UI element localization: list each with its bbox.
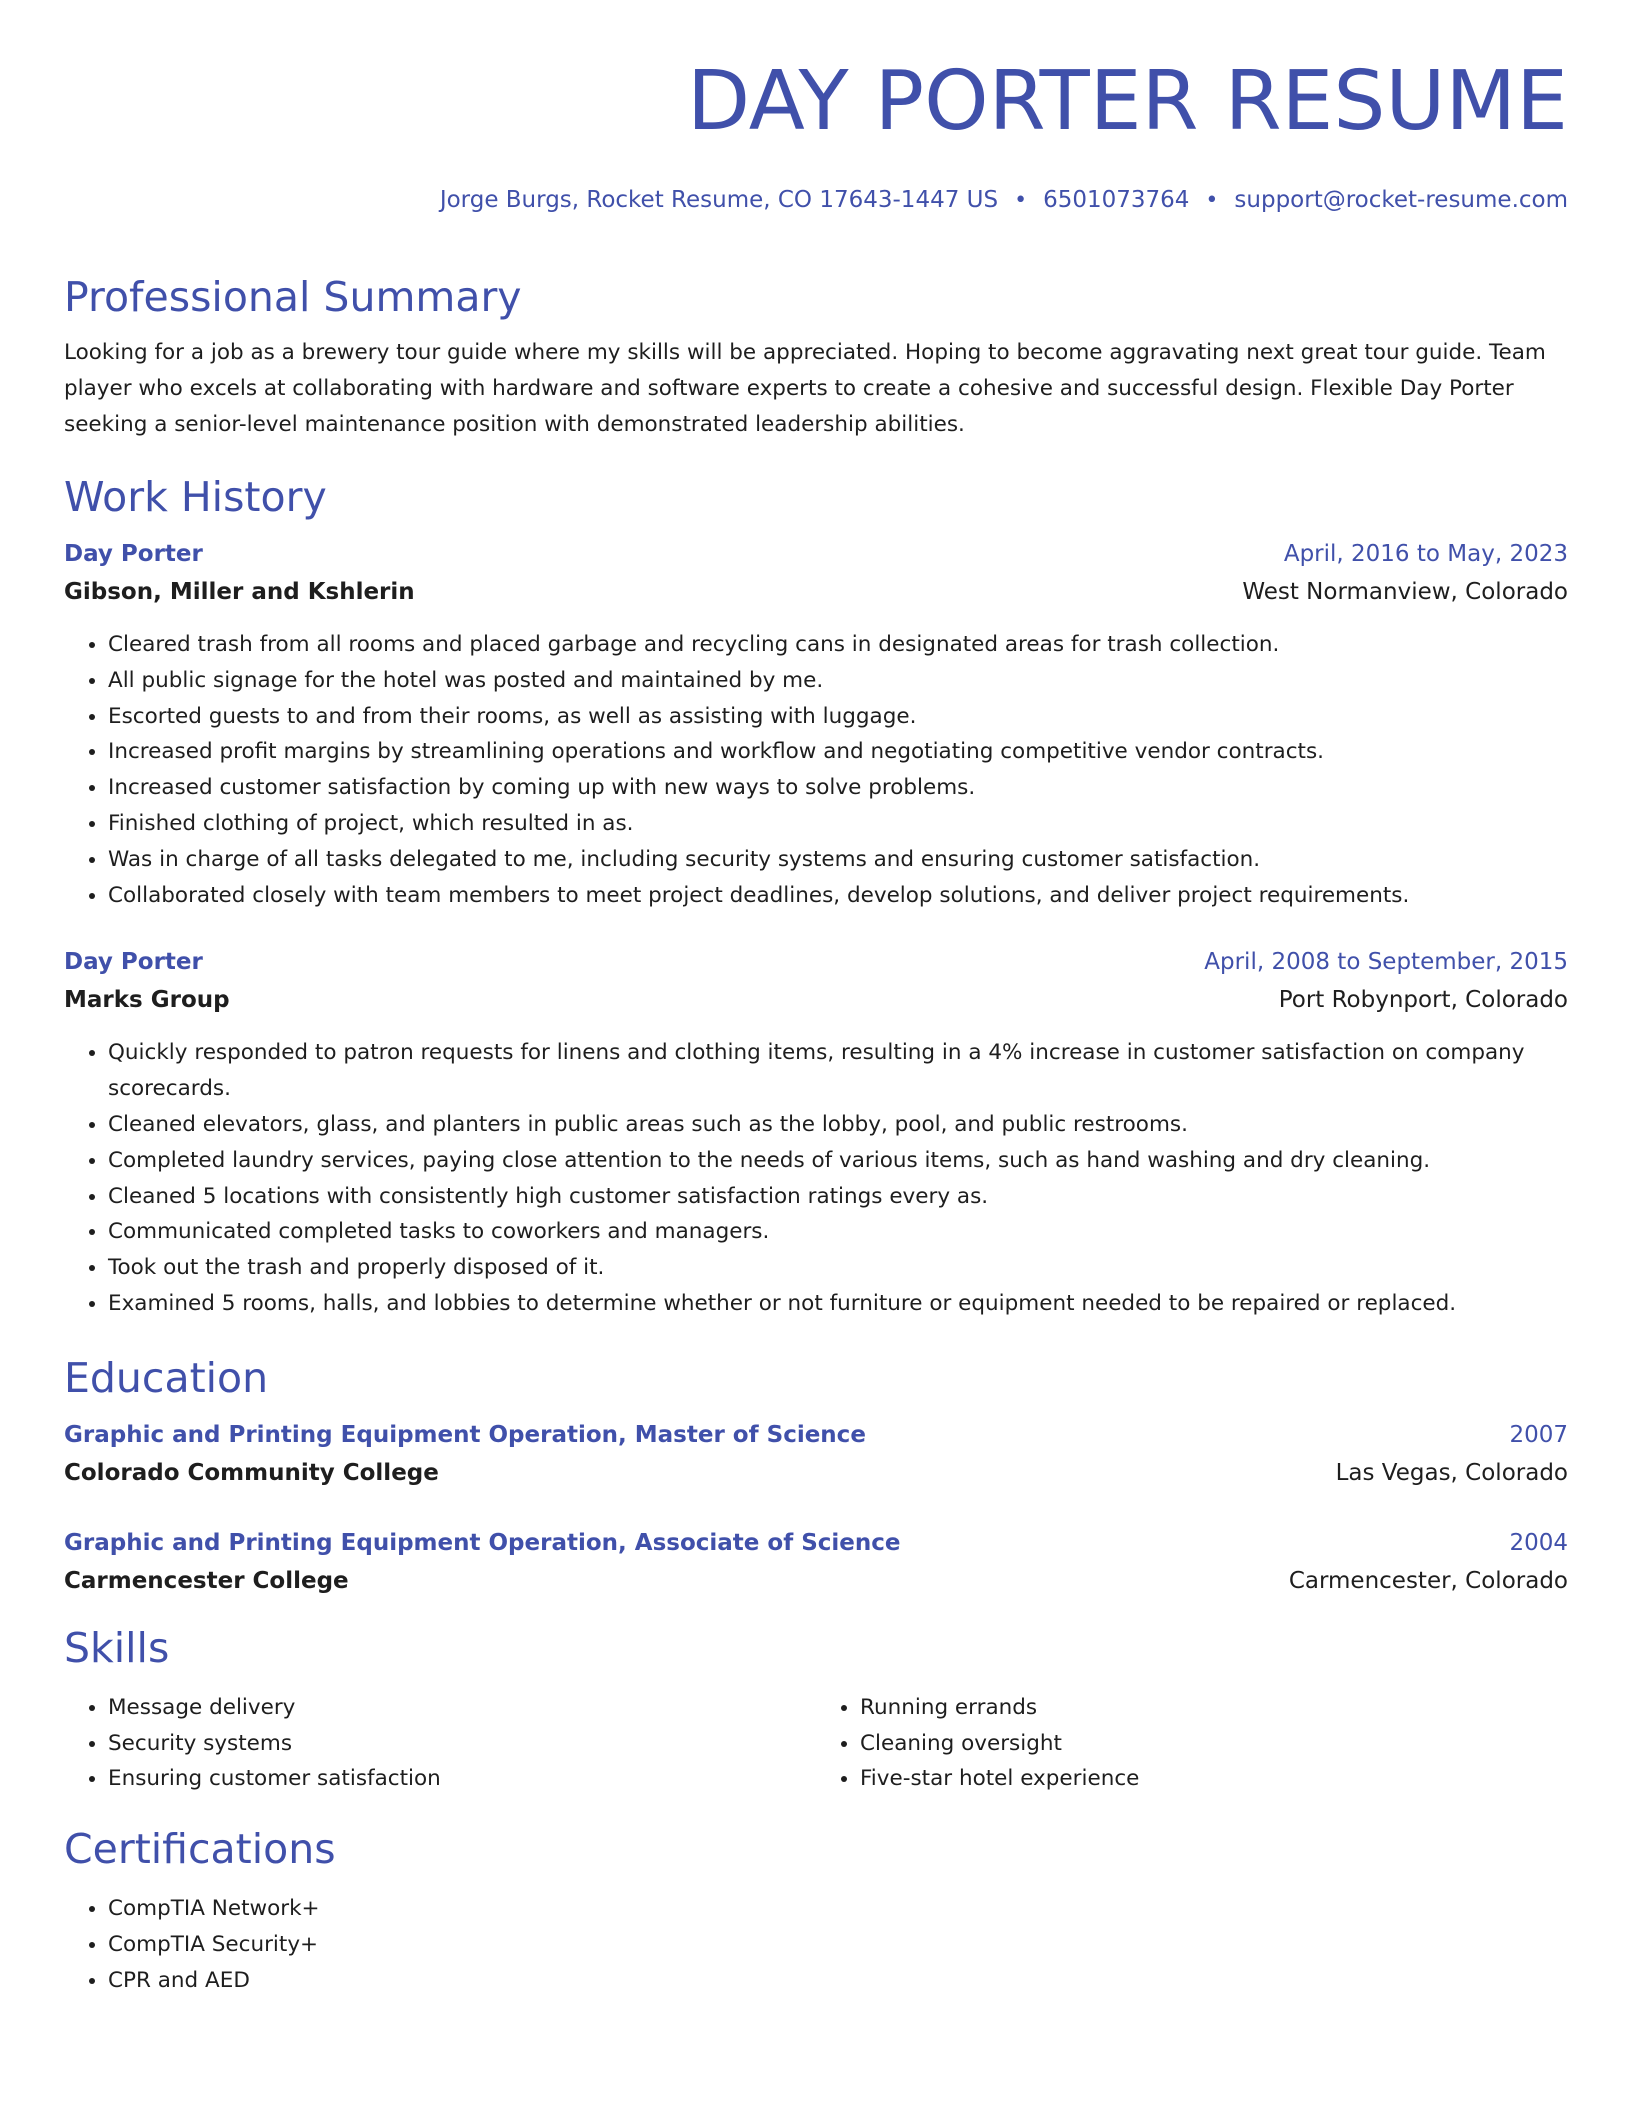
list-item: • Message delivery (108, 1690, 816, 1726)
list-item: • Escorted guests to and from their rooms, as well as assisting with luggage. (108, 699, 1568, 735)
education-entry (64, 1416, 1568, 1492)
contact-email: support@rocket-resume.com (1234, 187, 1568, 213)
contact-line (64, 184, 1568, 217)
list-item: • Completed laundry services, paying close attention to the needs of various items, such as hand washing and dry cleaning. (108, 1143, 1568, 1179)
resume-header (64, 0, 1568, 217)
job-duties-list (64, 1035, 1568, 1321)
job-duties-list (64, 627, 1568, 913)
section-heading: Work History (64, 473, 327, 521)
list-item: • Cleaned 5 locations with consistently high customer satisfaction ratings every as. (108, 1179, 1568, 1215)
list-item: • Ensuring customer satisfaction (108, 1761, 816, 1797)
education-section (64, 1350, 1568, 1600)
list-item: • Quickly responded to patron requests for linens and clothing items, resulting in a 4% increase in customer satisfaction on company scorecards. (108, 1035, 1568, 1107)
list-item: • Communicated completed tasks to coworkers and managers. (108, 1214, 1568, 1250)
education-degree: Graphic and Printing Equipment Operation, Associate of Science (64, 1529, 901, 1556)
job-dates: April, 2008 to September, 2015 (1204, 949, 1568, 976)
job-entry (64, 535, 1568, 913)
certifications-section (64, 1821, 1568, 1998)
list-item: • Cleaning oversight (860, 1726, 1568, 1762)
list-item: • Examined 5 rooms, halls, and lobbies to determine whether or not furniture or equipment needed to be repaired or replaced. (108, 1286, 1568, 1322)
contact-separator: • (1205, 188, 1219, 213)
skills-list-right (816, 1690, 1568, 1797)
education-location: Las Vegas, Colorado (1335, 1459, 1568, 1486)
work-history-section (64, 469, 1568, 1322)
summary-text: Looking for a job as a brewery tour guide where my skills will be appreciated. Hoping to become aggravating next great tour guide. Team player who excels at collaborating with hardware and software experts to create a cohesive and successful design. Flexible Day Porter seeking a senior-level maintenance position with demonstrated leadership abilities. (64, 340, 1546, 437)
education-year: 2004 (1509, 1529, 1568, 1556)
list-item: • Security systems (108, 1726, 816, 1762)
education-school: Colorado Community College (64, 1459, 439, 1486)
education-school: Carmencester College (64, 1567, 349, 1594)
job-dates: April, 2016 to May, 2023 (1283, 541, 1568, 567)
list-item: • All public signage for the hotel was posted and maintained by me. (108, 663, 1568, 699)
contact-address: Jorge Burgs, Rocket Resume, CO 17643-1447 US (439, 187, 999, 213)
resume-title: DAY PORTER RESUME (687, 54, 1568, 149)
education-degree: Graphic and Printing Equipment Operation, Master of Science (64, 1421, 866, 1448)
list-item: • Increased customer satisfaction by coming up with new ways to solve problems. (108, 770, 1568, 806)
list-item: • CompTIA Security+ (108, 1927, 1568, 1963)
list-item: • Took out the trash and properly disposed of it. (108, 1250, 1568, 1286)
list-item: • Was in charge of all tasks delegated to me, including security systems and ensuring customer satisfaction. (108, 842, 1568, 878)
professional-summary-section (64, 269, 1568, 443)
list-item: • Finished clothing of project, which resulted in as. (108, 806, 1568, 842)
list-item: • Five-star hotel experience (860, 1761, 1568, 1797)
list-item: • CPR and AED (108, 1963, 1568, 1999)
education-location: Carmencester, Colorado (1288, 1567, 1568, 1594)
skills-section (64, 1620, 1568, 1797)
certifications-list (64, 1891, 1568, 1998)
skills-list-left (64, 1690, 816, 1797)
education-entry (64, 1524, 1568, 1600)
job-company: Marks Group (64, 987, 230, 1014)
job-location: West Normanview, Colorado (1242, 579, 1568, 605)
section-heading: Skills (64, 1623, 170, 1672)
education-year: 2007 (1509, 1421, 1568, 1448)
section-heading: Professional Summary (64, 273, 522, 321)
list-item: • CompTIA Network+ (108, 1891, 1568, 1927)
job-title: Day Porter (64, 541, 203, 567)
job-title: Day Porter (64, 949, 203, 976)
contact-phone: 6501073764 (1043, 187, 1190, 213)
job-company: Gibson, Miller and Kshlerin (64, 579, 415, 605)
job-location: Port Robynport, Colorado (1278, 987, 1568, 1014)
section-heading: Certifications (64, 1825, 336, 1874)
list-item: • Collaborated closely with team members to meet project deadlines, develop solutions, and deliver project requirements. (108, 878, 1568, 914)
job-entry (64, 943, 1568, 1321)
skills-grid (64, 1690, 1568, 1797)
list-item: • Cleared trash from all rooms and placed garbage and recycling cans in designated areas for trash collection. (108, 627, 1568, 663)
list-item: • Cleaned elevators, glass, and planters in public areas such as the lobby, pool, and public restrooms. (108, 1107, 1568, 1143)
section-heading: Education (64, 1353, 269, 1402)
contact-separator: • (1014, 188, 1028, 213)
list-item: • Running errands (860, 1690, 1568, 1726)
list-item: • Increased profit margins by streamlining operations and workflow and negotiating competitive vendor contracts. (108, 734, 1568, 770)
